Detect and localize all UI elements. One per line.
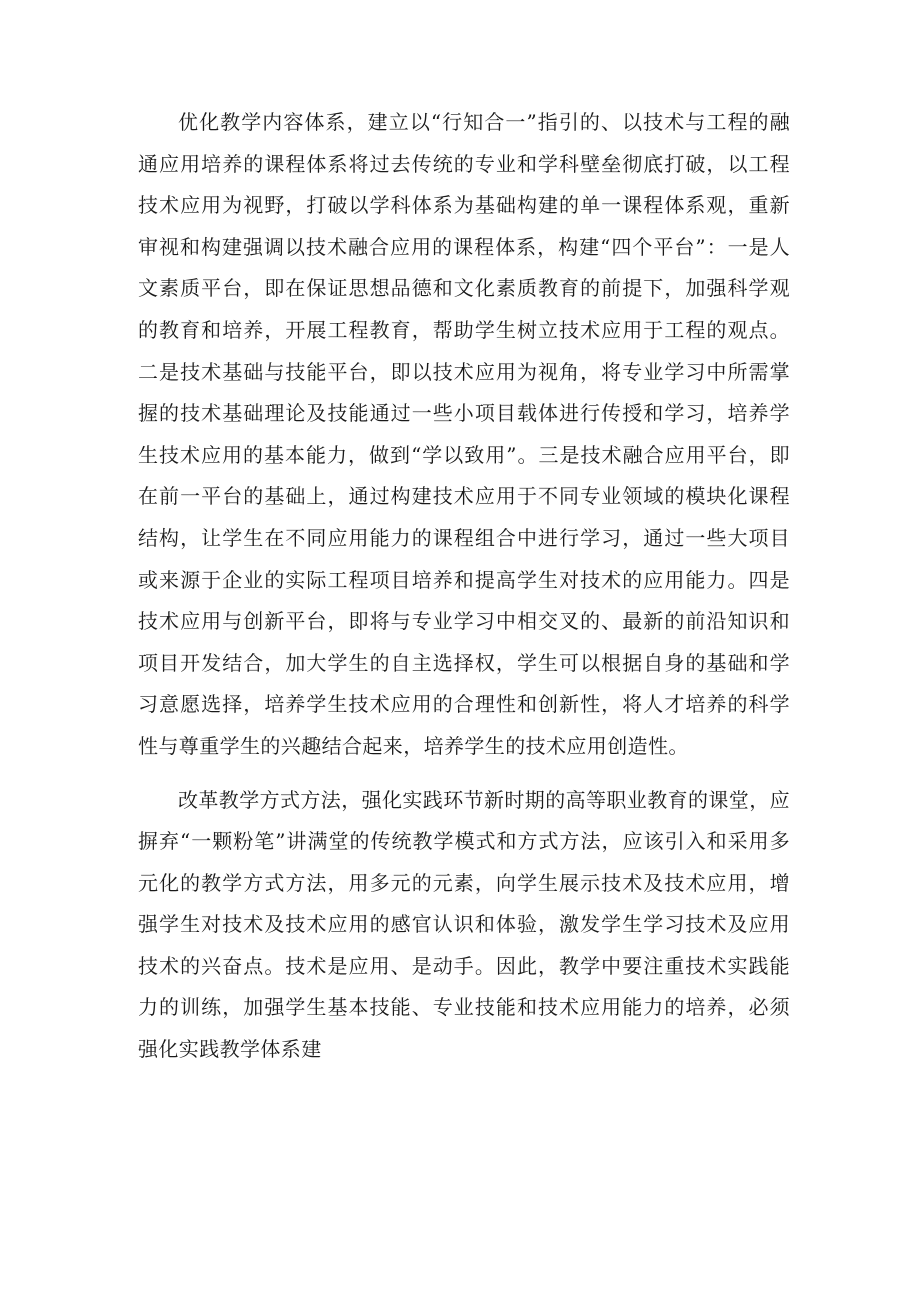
paragraph-teaching-methods: 改革教学方式方法，强化实践环节新时期的高等职业教育的课堂，应摒弃“一颗粉笔”讲满堂的传统教学模式和方式方法，应该引入和采用多元化的教学方式方法，用多元的元素，向学生展示技术及技术应用，增强学生对技术及技术应用的感官认识和体验，激发学生学习技术及应用技术的兴奋点。技术是应用、是动手。因此，教学中要注重技术实践能力的训练，加强学生基本技能、专业技能和技术应用能力的培养，必须强化实践教学体系建 <box>138 787 790 1062</box>
paragraph-curriculum-reform: 优化教学内容体系，建立以“行知合一”指引的、以技术与工程的融通应用培养的课程体系将过去传统的专业和学科壁垒彻底打破，以工程技术应用为视野，打破以学科体系为基础构建的单一课程体系观，重新审视和构建强调以技术融合应用的课程体系，构建“四个平台”：一是人文素质平台，即在保证思想品德和文化素质教育的前提下，加强科学观的教育和培养，开展工程教育，帮助学生树立技术应用于工程的观点。二是技术基础与技能平台，即以技术应用为视角，将专业学习中所需掌握的技术基础理论及技能通过一些小项目载体进行传授和学习，培养学生技术应用的基本能力，做到“学以致用”。三是技术融合应用平台，即在前一平台的基础上，通过构建技术应用于不同专业领域的模块化课程结构，让学生在不同应用能力的课程组合中进行学习，通过一些大项目或来源于企业的实际工程项目培养和提高学生对技术的应用能力。四是技术应用与创新平台，即将与专业学习中相交叉的、最新的前沿知识和项目开发结合，加大学生的自主选择权，学生可以根据自身的基础和学习意愿选择，培养学生技术应用的合理性和创新性，将人才培养的科学性与尊重学生的兴趣结合起来，培养学生的技术应用创造性。 <box>138 110 790 758</box>
document-body <box>138 102 790 1071</box>
